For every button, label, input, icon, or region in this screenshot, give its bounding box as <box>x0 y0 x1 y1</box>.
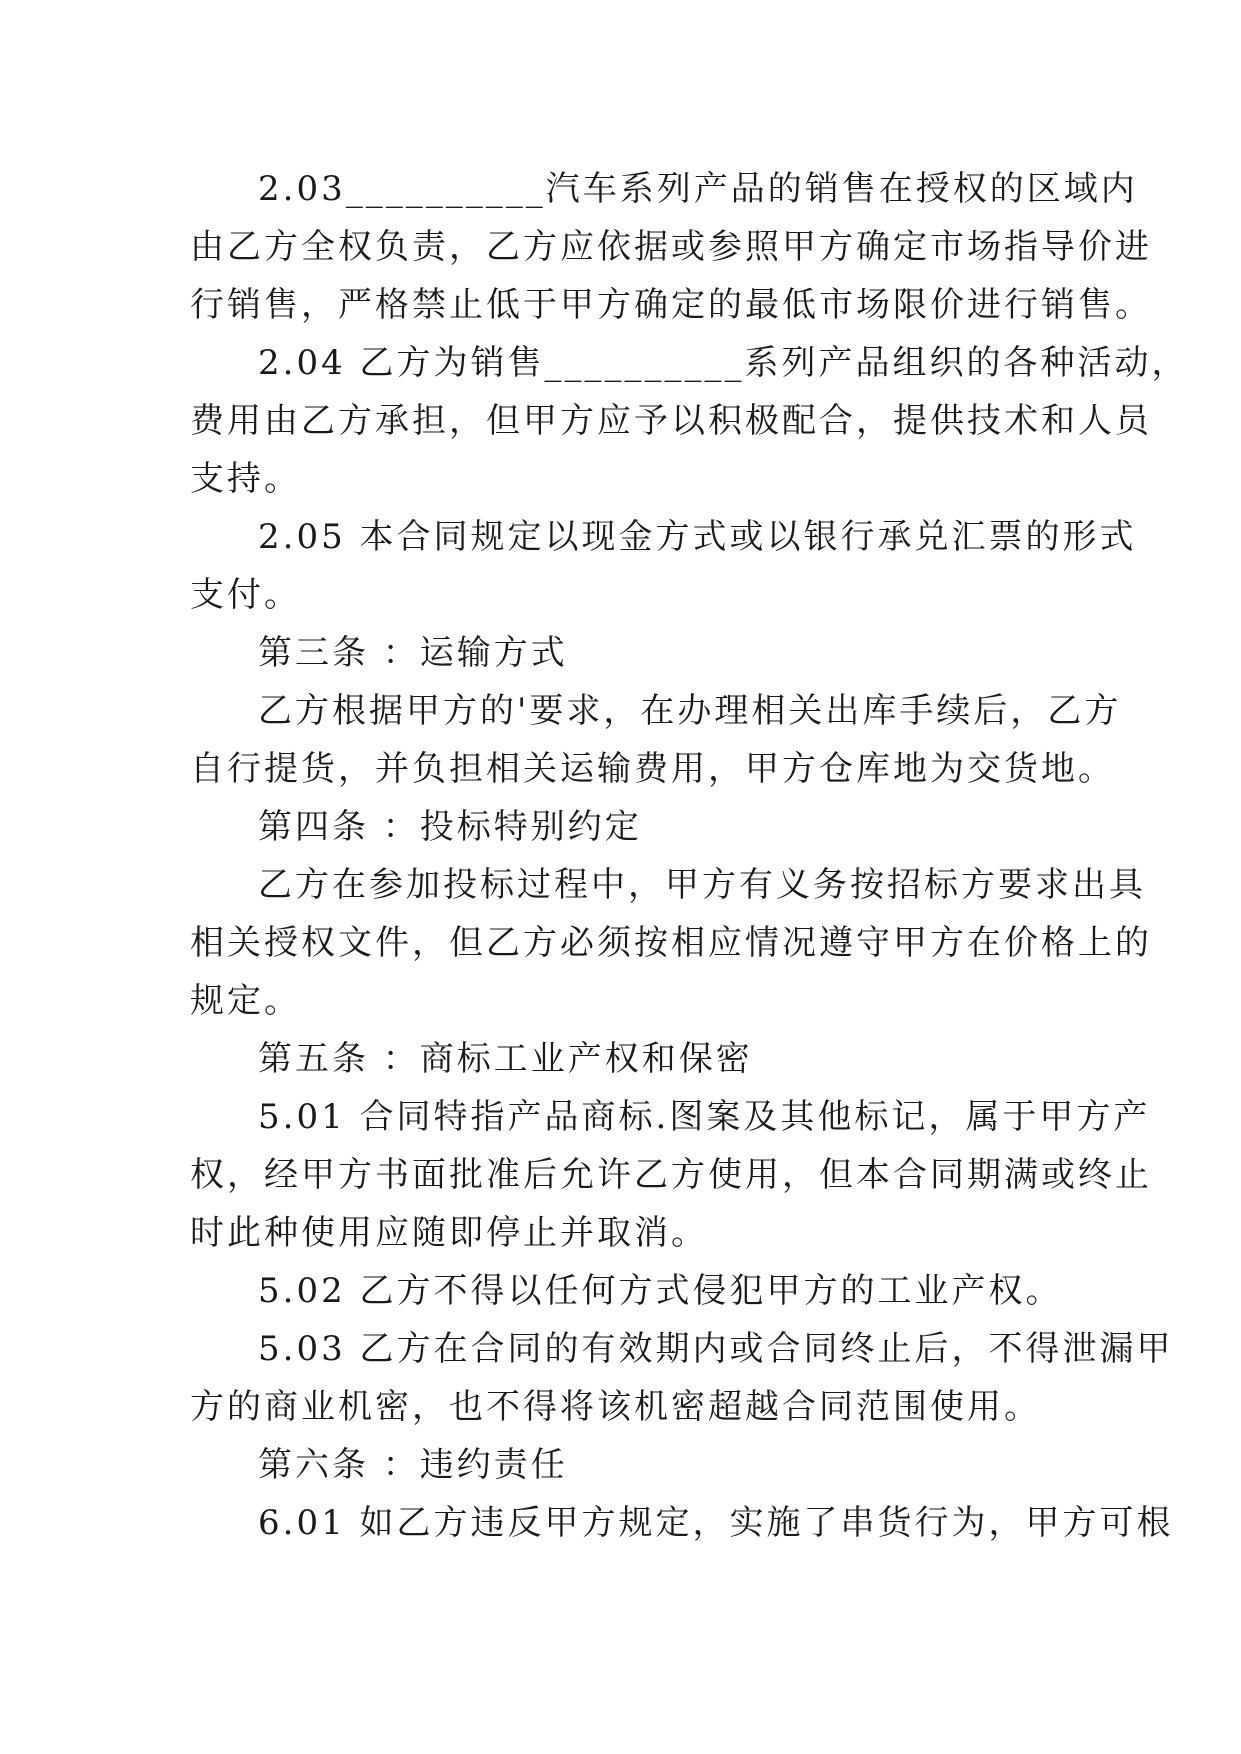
text-line: 5.03 乙方在合同的有效期内或合同终止后，不得泄漏甲 <box>258 1329 1174 1369</box>
text-line: 由乙方全权负责，乙方应依据或参照甲方确定市场指导价进 <box>190 227 1152 267</box>
text-line: 规定。 <box>190 981 301 1021</box>
text-line: 乙方根据甲方的'要求，在办理相关出库手续后，乙方 <box>258 691 1122 731</box>
text-line: 2.05 本合同规定以现金方式或以银行承兑汇票的形式 <box>258 517 1137 557</box>
text-line: 相关授权文件，但乙方必须按相应情况遵守甲方在价格上的 <box>190 923 1152 963</box>
text-line: 第六条 ：违约责任 <box>258 1445 568 1485</box>
text-line: 第四条 ：投标特别约定 <box>258 807 642 847</box>
text-line: 5.02 乙方不得以任何方式侵犯甲方的工业产权。 <box>258 1271 1063 1311</box>
text-line: 6.01 如乙方违反甲方规定，实施了串货行为，甲方可根 <box>258 1503 1174 1543</box>
text-line: 第三条 ：运输方式 <box>258 633 568 673</box>
text-line: 2.04 乙方为销售__________系列产品组织的各种活动， <box>258 343 1189 383</box>
text-line: 自行提货，并负担相关运输费用，甲方仓库地为交货地。 <box>190 749 1115 789</box>
text-line: 权，经甲方书面批准后允许乙方使用，但本合同期满或终止 <box>190 1155 1152 1195</box>
text-line: 行销售，严格禁止低于甲方确定的最低市场限价进行销售。 <box>190 285 1152 325</box>
text-line: 乙方在参加投标过程中，甲方有义务按招标方要求出具 <box>258 865 1146 905</box>
text-line: 支持。 <box>190 459 301 499</box>
document-body <box>190 160 1189 1552</box>
text-line: 第五条 ：商标工业产权和保密 <box>258 1039 753 1079</box>
text-line: 方的商业机密，也不得将该机密超越合同范围使用。 <box>190 1387 1041 1427</box>
text-line: 时此种使用应随即停止并取消。 <box>190 1213 708 1253</box>
text-line: 费用由乙方承担，但甲方应予以积极配合，提供技术和人员 <box>190 401 1152 441</box>
text-line: 5.01 合同特指产品商标.图案及其他标记，属于甲方产 <box>258 1097 1151 1137</box>
text-line: 2.03__________汽车系列产品的销售在授权的区域内 <box>258 169 1138 209</box>
text-line: 支付。 <box>190 575 301 615</box>
